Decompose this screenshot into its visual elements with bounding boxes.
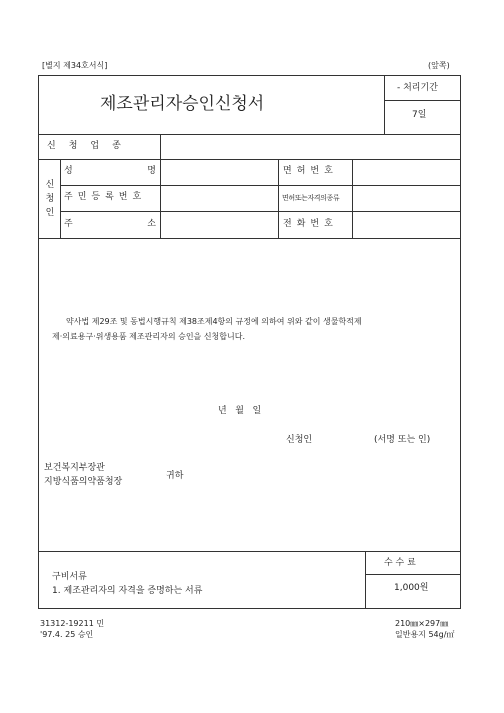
form-frame <box>38 75 461 609</box>
form-code: 31312-19211 민 <box>40 619 105 628</box>
license-number-label: 면허번호 <box>283 166 338 176</box>
processing-period-value: 7일 <box>412 110 427 120</box>
approval-date: '97.4. 25 승인 <box>40 630 94 639</box>
required-doc-item-1: 1. 제조관리자의 자격을 증명하는 서류 <box>52 586 203 596</box>
application-date: 년 월 일 <box>218 406 262 416</box>
form-title: 제조관리자승인신청서 <box>100 94 265 114</box>
address-label: 주 소 <box>64 219 156 229</box>
phone-number-label: 전화번호 <box>283 219 338 229</box>
resident-number-label: 주민등록번호 <box>64 192 147 202</box>
name-label: 성 명 <box>64 166 156 176</box>
license-type-label: 면허또는자격의종류 <box>282 194 340 202</box>
honorific: 귀하 <box>166 471 184 481</box>
business-type-label: 신청업종 <box>47 141 134 151</box>
paper-weight: 일반용지 54g/㎡ <box>395 630 455 639</box>
required-docs-label: 구비서류 <box>52 572 87 582</box>
fee-label: 수 수 료 <box>384 558 416 568</box>
recipient-regional-office: 지방식품의약품청장 <box>44 477 123 487</box>
page-side-label: (앞쪽) <box>428 61 450 70</box>
statement-line-1: 약사법 제29조 및 동법시행규칙 제38조제4항의 규정에 의하여 위와 같이 생물학적제 <box>66 317 362 326</box>
statement-line-2: 제·의료용구·위생용품 제조관리자의 승인을 신청합니다. <box>52 332 245 341</box>
processing-period-label: - 처리기간 <box>397 83 438 93</box>
fee-amount: 1,000원 <box>394 583 429 593</box>
signature-hint: (서명 또는 인) <box>374 435 431 445</box>
applicant-sign-label: 신청인 <box>286 435 313 445</box>
recipient-minister: 보건복지부장관 <box>44 463 105 473</box>
paper-size: 210㎜×297㎜ <box>395 619 449 628</box>
applicant-section-label: 신 청 인 <box>45 180 55 218</box>
form-number-label: [별지 제34호서식] <box>42 61 108 70</box>
